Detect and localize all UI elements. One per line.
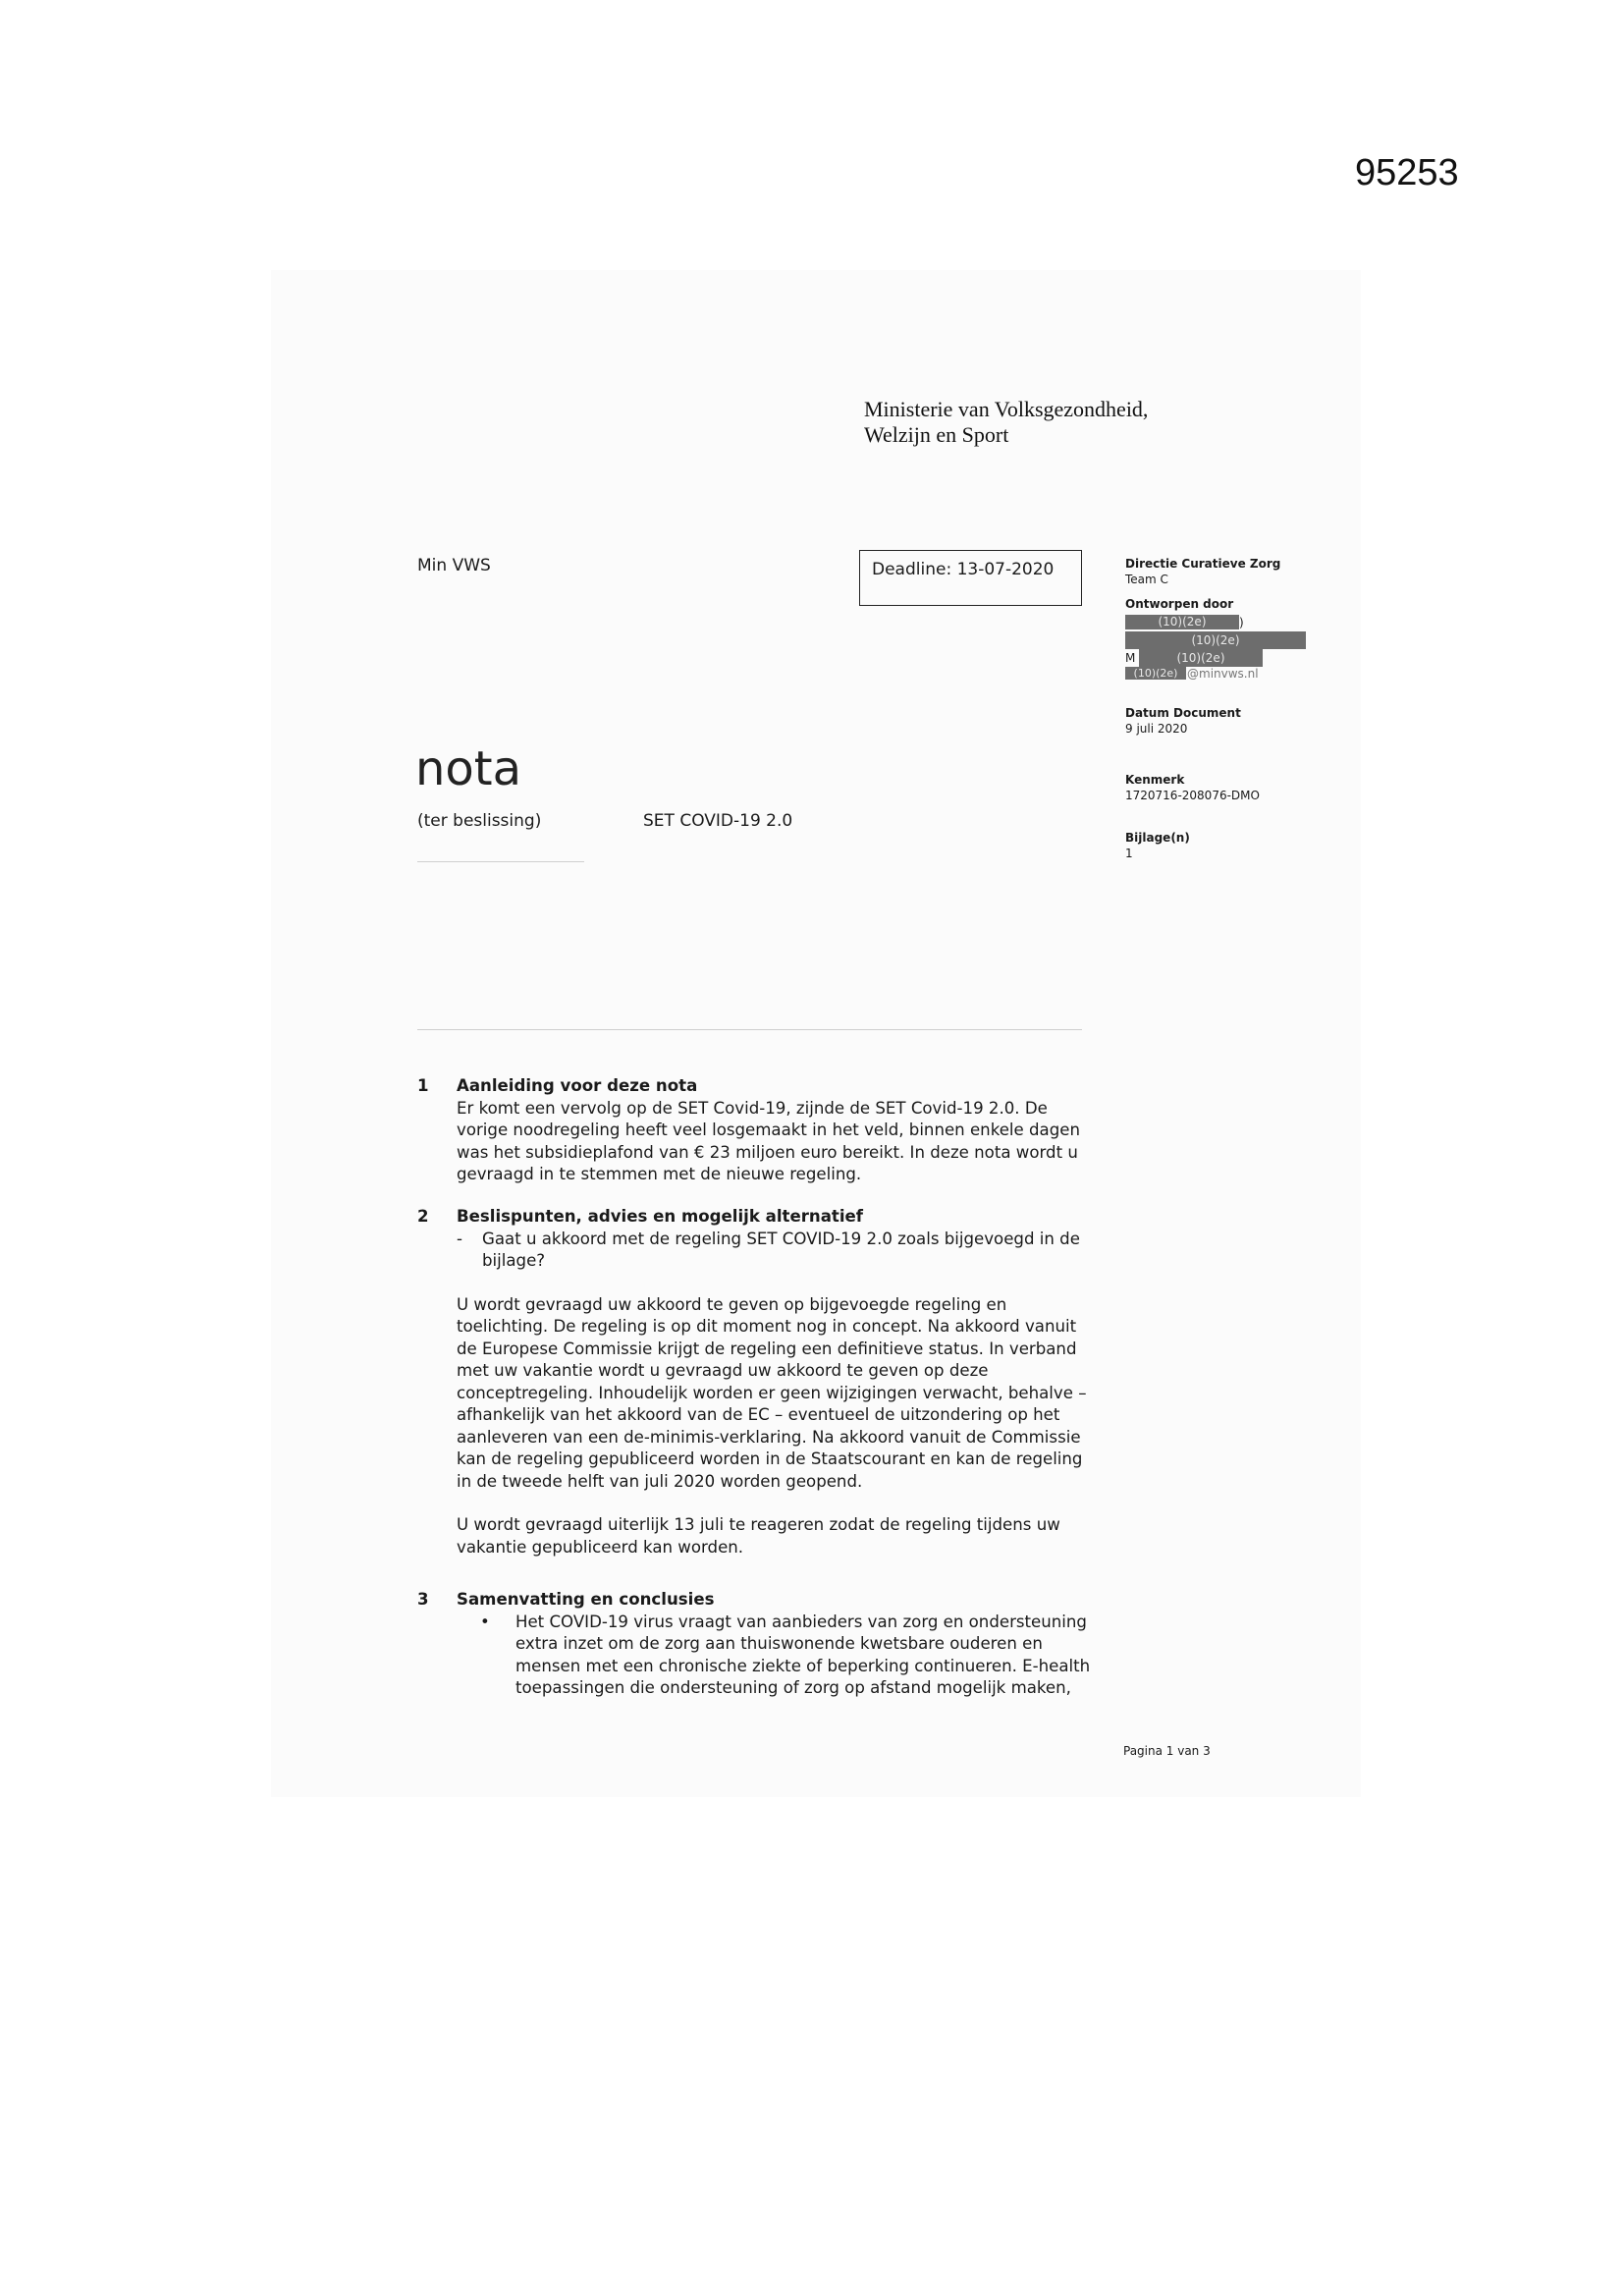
datum-label: Datum Document [1125,706,1241,720]
section-1 [417,1075,1105,1186]
ministry-logo-text [864,397,1148,448]
sidebar-bijlage [1125,830,1190,861]
dash-marker: - [457,1229,462,1248]
section-heading: Aanleiding voor deze nota [457,1076,698,1095]
section-2 [417,1206,1105,1558]
redaction-paren: ) [1239,616,1244,629]
team-label: Team C [1125,573,1168,586]
document-type: (ter beslissing) [417,811,542,831]
sidebar-directie [1125,556,1280,587]
redaction-block [1125,631,1306,649]
section-line: conceptregeling. Inhoudelijk worden er geen wijzigingen verwacht, behalve – [457,1383,1087,1402]
section-line: toepassingen die ondersteuning of zorg op afstand mogelijk maken, [515,1678,1071,1697]
redaction-code: (10)(2e) [1158,615,1207,629]
kenmerk-value: 1720716-208076-DMO [1125,789,1260,802]
section-line: extra inzet om de zorg aan thuiswonende kwetsbare ouderen en [515,1634,1043,1653]
ministry-line-1: Ministerie van Volksgezondheid, [864,397,1149,421]
directie-label: Directie Curatieve Zorg [1125,557,1281,571]
section-line: was het subsidieplafond van € 23 miljoen euro bereikt. In deze nota wordt u [457,1142,1078,1162]
section-line: toelichting. De regeling is op dit moment nog in concept. Na akkoord vanuit [457,1317,1077,1336]
section-number: 1 [417,1076,429,1095]
section-line: Er komt een vervolg op de SET Covid-19, zijnde de SET Covid-19 2.0. De [457,1098,1048,1118]
section-line: Gaat u akkoord met de regeling SET COVID-19 2.0 zoals bijgevoegd in de [482,1229,1080,1248]
section-line: aanleveren van een de-minimis-verklaring. Na akkoord vanuit de Commissie [457,1427,1081,1447]
section-line: mensen met een chronische ziekte of beperking continueren. E-health [515,1656,1091,1675]
section-line: vorige noodregeling heeft veel losgemaakt in het veld, binnen enkele dagen [457,1121,1080,1139]
document-subject: SET COVID-19 2.0 [643,811,793,831]
section-line: kan de regeling gepubliceerd worden in de Staatscourant en kan de regeling [457,1449,1083,1468]
redaction-block [1139,649,1263,667]
redaction-code: (10)(2e) [1191,633,1240,647]
datum-value: 9 juli 2020 [1125,722,1188,736]
redaction-block [1125,615,1239,629]
section-line: gevraagd in te stemmen met de nieuwe regeling. [457,1165,862,1183]
bullet-item [457,1612,1105,1700]
sidebar-kenmerk [1125,772,1260,803]
section-number: 2 [417,1207,429,1226]
deadline-box: Deadline: 13-07-2020 [859,550,1082,606]
redaction-code: (10)(2e) [1176,651,1225,665]
section-heading: Beslispunten, advies en mogelijk alternatief [457,1207,864,1226]
ontworpen-label: Ontworpen door [1125,597,1234,611]
section-number: 3 [417,1590,429,1609]
sidebar-ontworpen [1125,596,1233,612]
redaction-code: (10)(2e) [1133,667,1178,680]
document-number: 95253 [1355,152,1459,193]
section-heading: Samenvatting en conclusies [457,1590,715,1609]
redaction-block [1125,667,1186,680]
addressee: Min VWS [417,556,491,575]
section-line: in de tweede helft van juli 2020 worden geopend. [457,1471,863,1491]
section-line: met uw vakantie wordt u gevraagd uw akkoord te geven op deze [457,1361,989,1380]
section-line: U wordt gevraagd uw akkoord te geven op bijgevoegde regeling en [457,1294,1007,1314]
section-line: U wordt gevraagd uiterlijk 13 juli te reageren zodat de regeling tijdens uw [457,1515,1060,1534]
kenmerk-label: Kenmerk [1125,773,1185,787]
bijlage-value: 1 [1125,847,1133,860]
section-line: Het COVID-19 virus vraagt van aanbieders van zorg en ondersteuning [515,1612,1087,1631]
bijlage-label: Bijlage(n) [1125,831,1190,845]
section-line: de Europese Commissie krijgt de regeling een definitieve status. In verband [457,1339,1077,1358]
ministry-line-2: Welzijn en Sport [864,422,1009,447]
document-page [271,270,1361,1797]
bullet-marker: • [480,1612,490,1631]
section-line: bijlage? [482,1251,546,1270]
short-divider [417,861,584,862]
page-footer: Pagina 1 van 3 [1123,1744,1211,1758]
sidebar-datum [1125,705,1241,737]
redaction-m-label: M [1125,651,1136,665]
section-line: vakantie gepubliceerd kan worden. [457,1537,744,1557]
email-fragment: @minvws.nl [1187,667,1259,681]
main-divider [417,1029,1082,1030]
section-line: afhankelijk van het akkoord van de EC – eventueel de uitzondering op het [457,1405,1060,1424]
decision-point [457,1229,1105,1273]
section-3 [417,1589,1105,1700]
document-title: nota [415,741,522,796]
